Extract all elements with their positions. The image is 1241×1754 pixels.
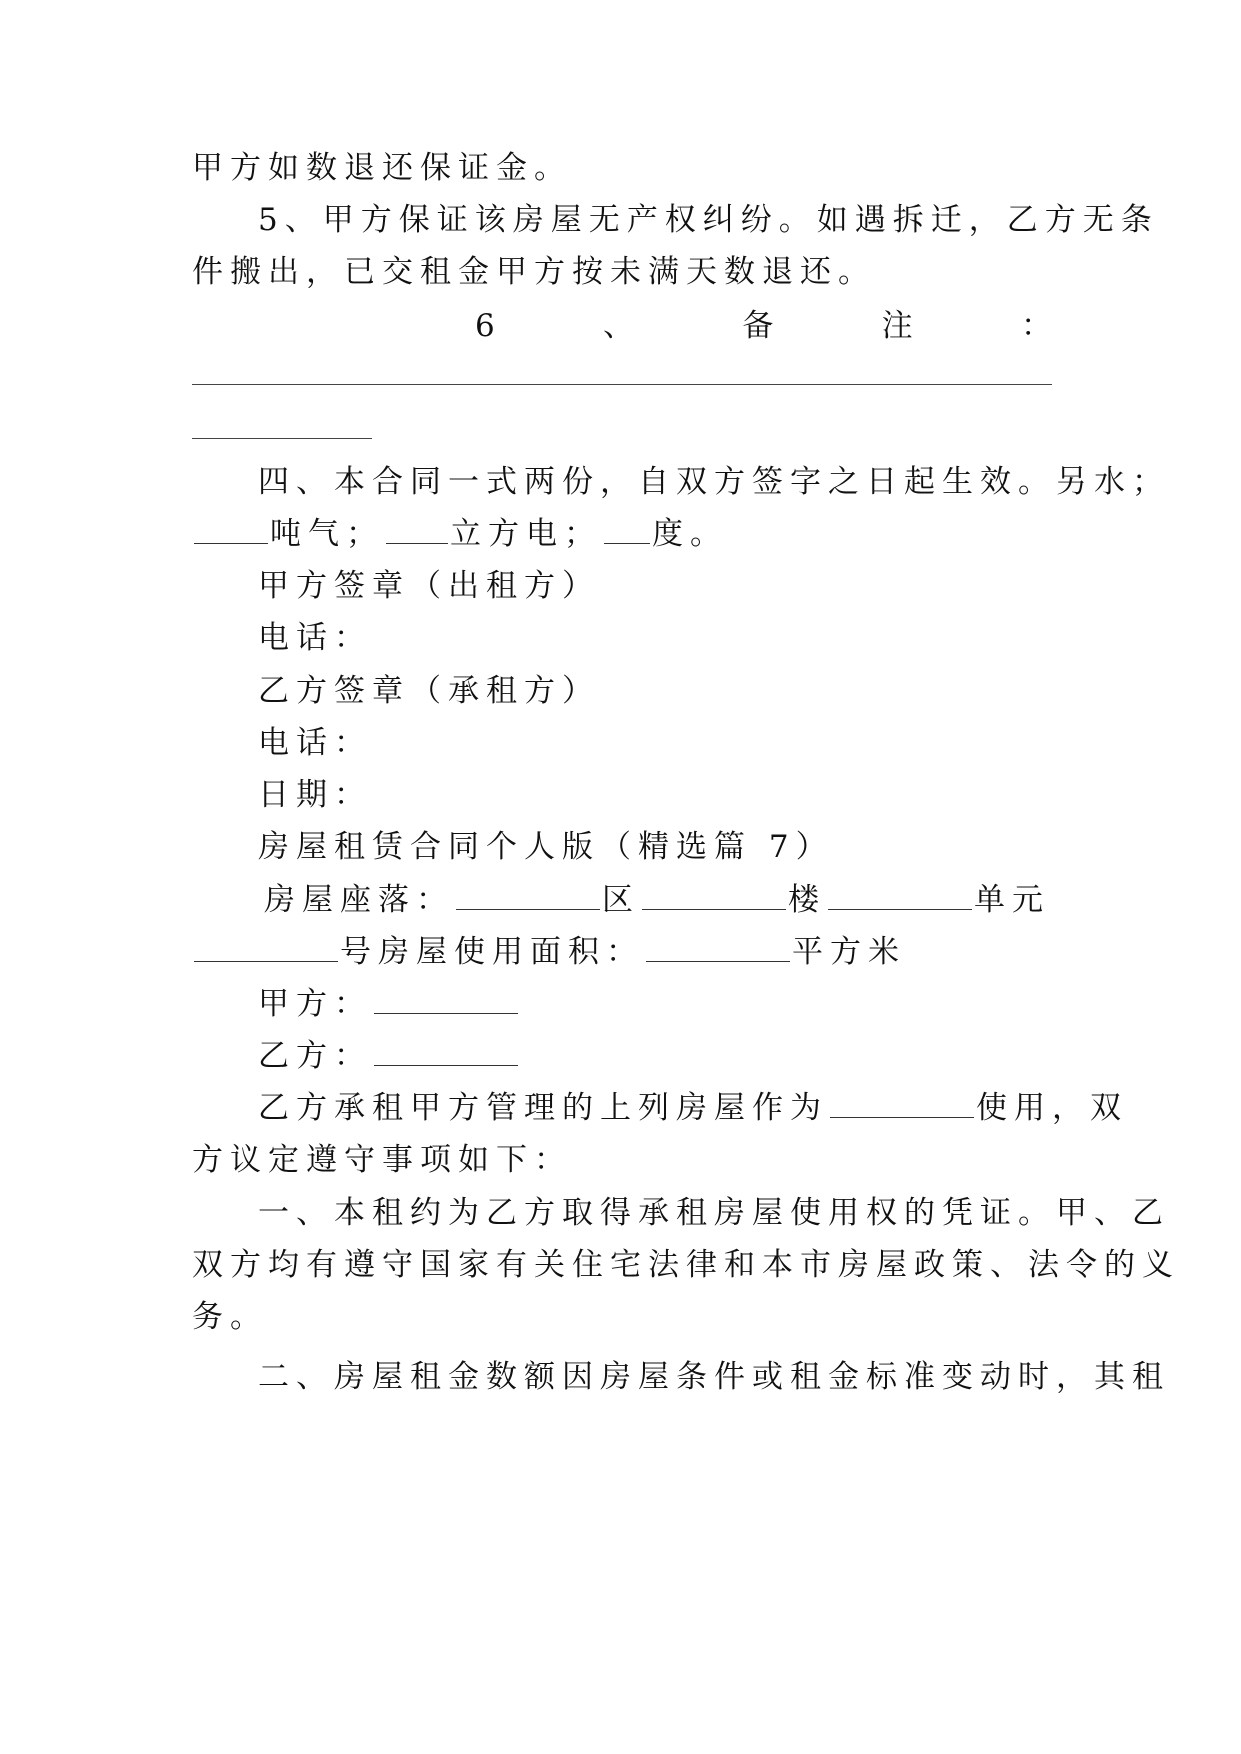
gas-label: 吨气； bbox=[270, 516, 384, 552]
party-a-label: 甲方： bbox=[258, 986, 372, 1022]
usage-line-2: 方议定遵守事项如下： bbox=[192, 1142, 572, 1178]
electric-blank bbox=[604, 515, 650, 544]
gas-blank bbox=[386, 515, 448, 544]
date-label: 日期： bbox=[258, 777, 372, 813]
district-label: 区 bbox=[602, 882, 640, 918]
party-b-label: 乙方： bbox=[258, 1038, 372, 1074]
signature-lessor: 甲方签章（出租方） bbox=[258, 568, 600, 604]
area-blank bbox=[646, 933, 790, 962]
clause-4-line-1: 四、本合同一式两份，自双方签字之日起生效。另水； bbox=[258, 464, 1170, 500]
clause-5-line-2: 件搬出，已交租金甲方按未满天数退还。 bbox=[192, 254, 876, 290]
article-1-line-2: 双方均有遵守国家有关住宅法律和本市房屋政策、法令的义 bbox=[192, 1247, 1180, 1283]
party-a-line bbox=[258, 984, 1118, 1024]
building-blank bbox=[642, 881, 786, 910]
remark-heading bbox=[192, 306, 1052, 346]
remark-char-1: 备 bbox=[742, 308, 774, 344]
clause-4-line-2 bbox=[192, 514, 1052, 554]
usage-line-1 bbox=[258, 1088, 1128, 1128]
signature-lessee: 乙方签章（承租方） bbox=[258, 673, 600, 709]
remark-separator: 、 bbox=[603, 308, 635, 344]
remark-number: 6 bbox=[475, 308, 495, 344]
location-label: 房屋座落： bbox=[264, 882, 454, 918]
building-label: 楼 bbox=[788, 882, 826, 918]
article-1-line-1: 一、本租约为乙方取得承租房屋使用权的凭证。甲、乙 bbox=[258, 1195, 1170, 1231]
usage-blank bbox=[830, 1089, 974, 1118]
degree-label: 度。 bbox=[652, 516, 728, 552]
district-blank bbox=[456, 881, 600, 910]
area-line bbox=[192, 932, 1052, 972]
text-line: 甲方如数退还保证金。 bbox=[192, 150, 572, 186]
remark-colon: ： bbox=[1020, 308, 1052, 344]
remark-blank-line-1 bbox=[192, 384, 1052, 385]
party-b-line bbox=[258, 1036, 1118, 1076]
unit-label: 单元 bbox=[974, 882, 1050, 918]
remark-blank-line-2 bbox=[192, 438, 372, 439]
water-blank bbox=[194, 515, 268, 544]
clause-5-line-1: 5、甲方保证该房屋无产权纠纷。如遇拆迁，乙方无条 bbox=[258, 202, 1159, 238]
phone-lessor: 电话： bbox=[258, 620, 372, 656]
party-b-blank bbox=[374, 1037, 518, 1066]
square-meter-label: 平方米 bbox=[792, 934, 906, 970]
usage-text-end: 使用，双 bbox=[976, 1090, 1128, 1126]
area-label: 号房屋使用面积： bbox=[340, 934, 644, 970]
remark-char-2: 注 bbox=[881, 308, 913, 344]
article-2-line-1: 二、房屋租金数额因房屋条件或租金标准变动时，其租 bbox=[258, 1359, 1170, 1395]
electric-label: 立方电； bbox=[450, 516, 602, 552]
article-1-line-3: 务。 bbox=[192, 1299, 268, 1335]
unit-blank bbox=[828, 881, 972, 910]
location-line bbox=[264, 880, 1124, 920]
section-title-7: 房屋租赁合同个人版（精选篇 7） bbox=[258, 829, 834, 865]
number-blank bbox=[194, 933, 338, 962]
usage-text: 乙方承租甲方管理的上列房屋作为 bbox=[258, 1090, 828, 1126]
party-a-blank bbox=[374, 985, 518, 1014]
phone-lessee: 电话： bbox=[258, 725, 372, 761]
